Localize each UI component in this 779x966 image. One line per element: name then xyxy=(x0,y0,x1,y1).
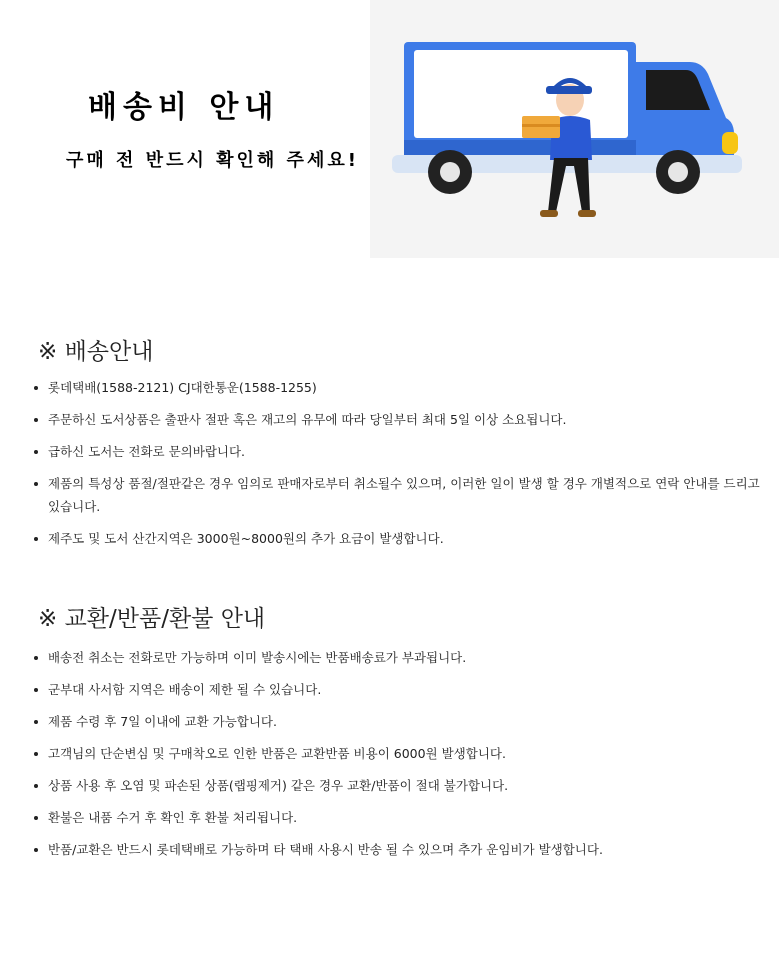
shipping-section-heading: ※ 배송안내 xyxy=(38,339,154,365)
banner-text-panel xyxy=(0,0,370,258)
banner-title: 배송비 안내 xyxy=(88,90,280,125)
list-item: 고객님의 단순변심 및 구매착오로 인한 반품은 교환반품 비용이 6000원 발생합니다. xyxy=(0,742,779,765)
list-item: 배송전 취소는 전화로만 가능하며 이미 발송시에는 반품배송료가 부과됩니다. xyxy=(0,646,779,669)
list-item: 급하신 도서는 전화로 문의바랍니다. xyxy=(0,440,779,463)
returns-info-list xyxy=(0,646,779,870)
delivery-truck-illustration xyxy=(370,0,779,258)
list-item: 제주도 및 도서 산간지역은 3000원~8000원의 추가 요금이 발생합니다. xyxy=(0,527,779,550)
shipping-info-list xyxy=(0,376,779,559)
list-item: 제품의 특성상 품절/절판같은 경우 임의로 판매자로부터 취소될수 있으며, 이러한 일이 발생 할 경우 개별적으로 연락 안내를 드리고 있습니다. xyxy=(0,472,779,518)
list-item: 주문하신 도서상품은 출판사 절판 혹은 재고의 유무에 따라 당일부터 최대 5일 이상 소요됩니다. xyxy=(0,408,779,431)
list-item: 반품/교환은 반드시 롯데택배로 가능하며 타 택배 사용시 반송 될 수 있으며 추가 운임비가 발생합니다. xyxy=(0,838,779,861)
list-item: 제품 수령 후 7일 이내에 교환 가능합니다. xyxy=(0,710,779,733)
banner-subtitle: 구매 전 반드시 확인해 주세요! xyxy=(66,150,359,171)
returns-section-heading: ※ 교환/반품/환불 안내 xyxy=(38,606,266,632)
banner xyxy=(0,0,779,258)
list-item: 환불은 내품 수거 후 확인 후 환불 처리됩니다. xyxy=(0,806,779,829)
list-item: 군부대 사서함 지역은 배송이 제한 될 수 있습니다. xyxy=(0,678,779,701)
list-item: 상품 사용 후 오염 및 파손된 상품(랩핑제거) 같은 경우 교환/반품이 절대 불가합니다. xyxy=(0,774,779,797)
truck-cargo-panel xyxy=(414,50,628,138)
truck-headlight xyxy=(722,132,738,154)
list-item: 롯데택배(1588-2121) CJ대한통운(1588-1255) xyxy=(0,376,779,399)
